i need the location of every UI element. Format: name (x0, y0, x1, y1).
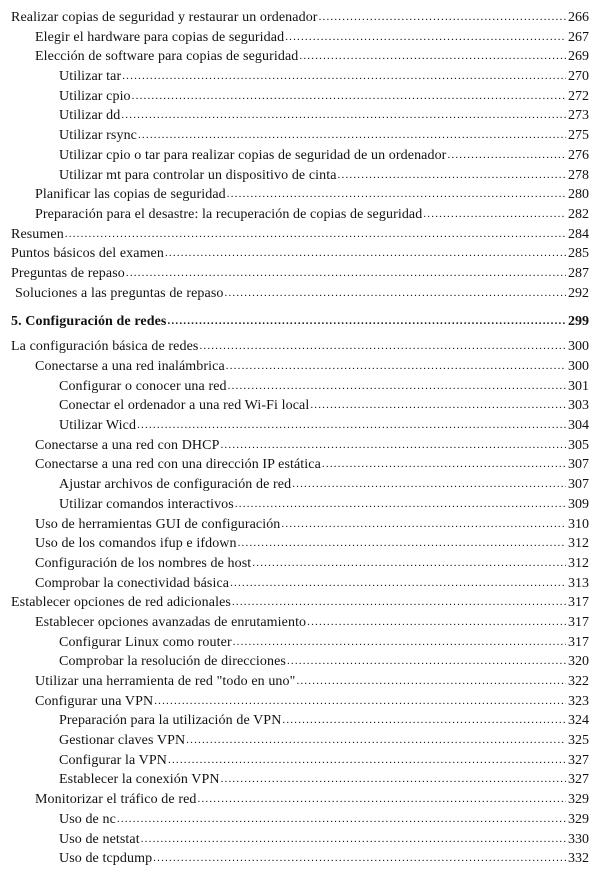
toc-entry (11, 554, 589, 574)
toc-entry (11, 534, 589, 554)
toc-entry-title: Uso de nc (59, 811, 116, 827)
dot-leader (299, 47, 566, 67)
toc-entry (11, 106, 589, 126)
toc-entry-page-number: 310 (568, 516, 589, 532)
toc-entry (11, 574, 589, 594)
toc-entry (11, 672, 589, 692)
dot-leader (230, 574, 566, 594)
toc-entry-title: Preguntas de repaso (11, 265, 125, 281)
toc-entry-title: Conectarse a una red con DHCP (35, 437, 220, 453)
toc-entry (11, 593, 589, 613)
toc-entry-title: Utilizar mt para controlar un dispositivo de cinta (59, 167, 337, 183)
toc-entry-page-number: 307 (568, 477, 589, 493)
dot-leader (235, 495, 566, 515)
toc-entry-title: Utilizar Wicd (59, 418, 137, 434)
dot-leader (65, 225, 566, 245)
dot-leader (137, 416, 566, 436)
toc-entry-title: Comprobar la conectividad básica (35, 575, 230, 591)
dot-leader (285, 28, 566, 48)
toc-entry-title: Conectar el ordenador a una red Wi-Fi local (59, 398, 310, 414)
toc-entry (11, 166, 589, 186)
toc-entry-title: Utilizar comandos interactivos (59, 496, 234, 512)
toc-entry-title: Configurar una VPN (35, 693, 154, 709)
toc-entry (11, 264, 589, 284)
toc-entry (11, 87, 589, 107)
toc-entry (11, 185, 589, 205)
dot-leader (322, 455, 566, 475)
dot-leader (225, 284, 567, 304)
toc-entry-title: Realizar copias de seguridad y restaurar un ordenador (11, 10, 318, 25)
toc-entry-title: Utilizar rsync (59, 128, 137, 144)
toc-entry (11, 731, 589, 751)
dot-leader (307, 613, 566, 633)
dot-leader (226, 357, 566, 377)
toc-entry (11, 515, 589, 535)
toc-entry (11, 416, 589, 436)
toc-entry-page-number: 312 (568, 555, 589, 571)
toc-entry-page-number: 270 (568, 69, 589, 85)
dot-leader (167, 309, 566, 333)
toc-entry-title: Utilizar cpio o tar para realizar copias de seguridad de un ordenador (59, 147, 447, 163)
dot-leader (165, 244, 566, 264)
toc-entry (11, 284, 589, 304)
toc-entry-page-number: 269 (568, 49, 589, 65)
dot-leader (186, 731, 566, 751)
dot-leader (198, 790, 567, 810)
dot-leader (338, 166, 566, 186)
toc-entry (11, 790, 589, 810)
toc-entry (11, 67, 589, 87)
toc-entry (11, 810, 589, 830)
toc-entry-title: Establecer opciones de red adicionales (11, 595, 231, 611)
dot-leader (238, 534, 566, 554)
toc-entry-page-number: 329 (568, 792, 589, 808)
dot-leader (122, 67, 566, 87)
dot-leader (423, 205, 566, 225)
toc-entry (11, 337, 589, 357)
toc-entry (11, 849, 589, 869)
toc-entry-title: Uso de los comandos ifup e ifdown (35, 536, 237, 552)
toc-entry (11, 692, 589, 712)
dot-leader (447, 146, 566, 166)
dot-leader (227, 185, 566, 205)
toc-entry-page-number: 301 (568, 378, 589, 394)
toc-entry-page-number: 325 (568, 733, 589, 749)
dot-leader (292, 475, 566, 495)
toc-entry (11, 146, 589, 166)
dot-leader (310, 396, 566, 416)
dot-leader (126, 264, 566, 284)
dot-leader (252, 554, 566, 574)
toc-entry-title: Soluciones a las preguntas de repaso (15, 285, 224, 301)
toc-entry-page-number: 303 (568, 398, 589, 414)
toc-entry-page-number: 280 (568, 187, 589, 203)
toc-entry-title: Puntos básicos del examen (11, 246, 164, 262)
toc-entry-title: Establecer la conexión VPN (59, 772, 220, 788)
chapter-page-number: 299 (568, 314, 589, 330)
toc-section-backups (11, 8, 589, 303)
dot-leader (132, 87, 566, 107)
toc-entry-page-number: 317 (568, 634, 589, 650)
toc-entry (11, 495, 589, 515)
toc-entry-page-number: 292 (568, 285, 589, 301)
table-of-contents (11, 8, 589, 869)
chapter-heading (11, 310, 589, 334)
toc-entry-title: Conectarse a una red con una dirección IP estática (35, 457, 321, 473)
toc-entry-title: Ajustar archivos de configuración de red (59, 477, 292, 493)
toc-entry-title: Conectarse a una red inalámbrica (35, 359, 225, 374)
toc-entry-page-number: 276 (568, 147, 589, 163)
dot-leader (296, 672, 566, 692)
toc-entry-page-number: 327 (568, 772, 589, 788)
toc-entry-page-number: 327 (568, 752, 589, 768)
toc-entry (11, 28, 589, 48)
toc-entry (11, 830, 589, 850)
toc-entry-title: Utilizar tar (59, 69, 122, 85)
dot-leader (138, 126, 566, 146)
toc-entry (11, 126, 589, 146)
toc-entry-title: Elegir el hardware para copias de seguridad (35, 29, 285, 45)
toc-entry (11, 475, 589, 495)
toc-entry-title: Utilizar una herramienta de red "todo en uno" (35, 674, 296, 689)
toc-entry-page-number: 317 (568, 595, 589, 611)
toc-entry (11, 47, 589, 67)
toc-entry-page-number: 300 (568, 339, 589, 355)
toc-entry (11, 436, 589, 456)
toc-entry-page-number: 320 (568, 654, 589, 670)
toc-entry-title: Gestionar claves VPN (59, 733, 186, 749)
chapter-title: 5. Configuración de redes (11, 314, 167, 330)
toc-entry (11, 225, 589, 245)
dot-leader (220, 436, 566, 456)
toc-entry-page-number: 322 (568, 674, 589, 689)
toc-entry (11, 396, 589, 416)
toc-entry (11, 377, 589, 397)
toc-entry-title: Uso de herramientas GUI de configuración (35, 516, 281, 532)
dot-leader (141, 830, 566, 850)
toc-entry-title: Uso de tcpdump (59, 851, 153, 867)
toc-entry-page-number: 312 (568, 536, 589, 552)
toc-entry-title: Configurar Linux como router (59, 634, 232, 650)
toc-entry-page-number: 309 (568, 496, 589, 512)
toc-entry-title: Configuración de los nombres de host (35, 555, 252, 571)
toc-entry-title: Establecer opciones avanzadas de enrutamiento (35, 614, 307, 630)
toc-entry (11, 8, 589, 28)
toc-entry-title: Preparación para el desastre: la recuperación de copias de seguridad (35, 206, 423, 222)
toc-entry-page-number: 304 (568, 418, 589, 434)
toc-entry-page-number: 305 (568, 437, 589, 453)
toc-entry-title: Comprobar la resolución de direcciones (59, 654, 286, 670)
toc-entry-page-number: 266 (568, 10, 589, 25)
toc-entry-page-number: 267 (568, 29, 589, 45)
toc-entry-page-number: 300 (568, 359, 589, 374)
toc-entry (11, 652, 589, 672)
toc-entry (11, 770, 589, 790)
toc-entry-page-number: 278 (568, 167, 589, 183)
toc-entry-page-number: 324 (568, 713, 589, 729)
toc-entry-title: Planificar las copias de seguridad (35, 187, 226, 203)
toc-entry-title: Configurar o conocer una red (59, 378, 227, 394)
dot-leader (232, 593, 566, 613)
toc-entry-page-number: 323 (568, 693, 589, 709)
toc-entry (11, 205, 589, 225)
toc-entry-title: Elección de software para copias de seguridad (35, 49, 299, 65)
toc-entry-page-number: 287 (568, 265, 589, 281)
dot-leader (199, 337, 566, 357)
toc-entry-title: Preparación para la utilización de VPN (59, 713, 282, 729)
dot-leader (121, 106, 566, 126)
toc-entry-page-number: 285 (568, 246, 589, 262)
toc-entry-title: Utilizar dd (59, 108, 121, 124)
toc-entry-title: Monitorizar el tráfico de red (35, 792, 197, 808)
dot-leader (117, 810, 566, 830)
toc-entry-page-number: 275 (568, 128, 589, 144)
toc-entry-title: La configuración básica de redes (11, 339, 199, 355)
dot-leader (319, 8, 566, 28)
toc-entry-title: Resumen (11, 226, 64, 242)
toc-section-networking (11, 310, 589, 869)
toc-entry-page-number: 284 (568, 226, 589, 242)
dot-leader (228, 377, 566, 397)
toc-entry (11, 711, 589, 731)
toc-entry (11, 455, 589, 475)
toc-entry-page-number: 313 (568, 575, 589, 591)
toc-entry-title: Configurar la VPN (59, 752, 167, 768)
toc-entry (11, 613, 589, 633)
toc-entry-page-number: 329 (568, 811, 589, 827)
toc-entry-page-number: 330 (568, 831, 589, 847)
toc-entry (11, 357, 589, 377)
dot-leader (168, 751, 566, 771)
toc-entry-page-number: 332 (568, 851, 589, 867)
toc-entry-page-number: 272 (568, 88, 589, 104)
toc-entry-page-number: 282 (568, 206, 589, 222)
dot-leader (281, 515, 566, 535)
toc-entry (11, 751, 589, 771)
dot-leader (154, 692, 566, 712)
toc-entry-page-number: 307 (568, 457, 589, 473)
toc-entry-title: Uso de netstat (59, 831, 140, 847)
dot-leader (282, 711, 566, 731)
dot-leader (233, 633, 566, 653)
dot-leader (221, 770, 566, 790)
toc-entry-title: Utilizar cpio (59, 88, 131, 104)
toc-entry (11, 244, 589, 264)
toc-entry-page-number: 273 (568, 108, 589, 124)
toc-entry (11, 633, 589, 653)
toc-entry-page-number: 317 (568, 614, 589, 630)
dot-leader (287, 652, 566, 672)
dot-leader (153, 849, 566, 869)
